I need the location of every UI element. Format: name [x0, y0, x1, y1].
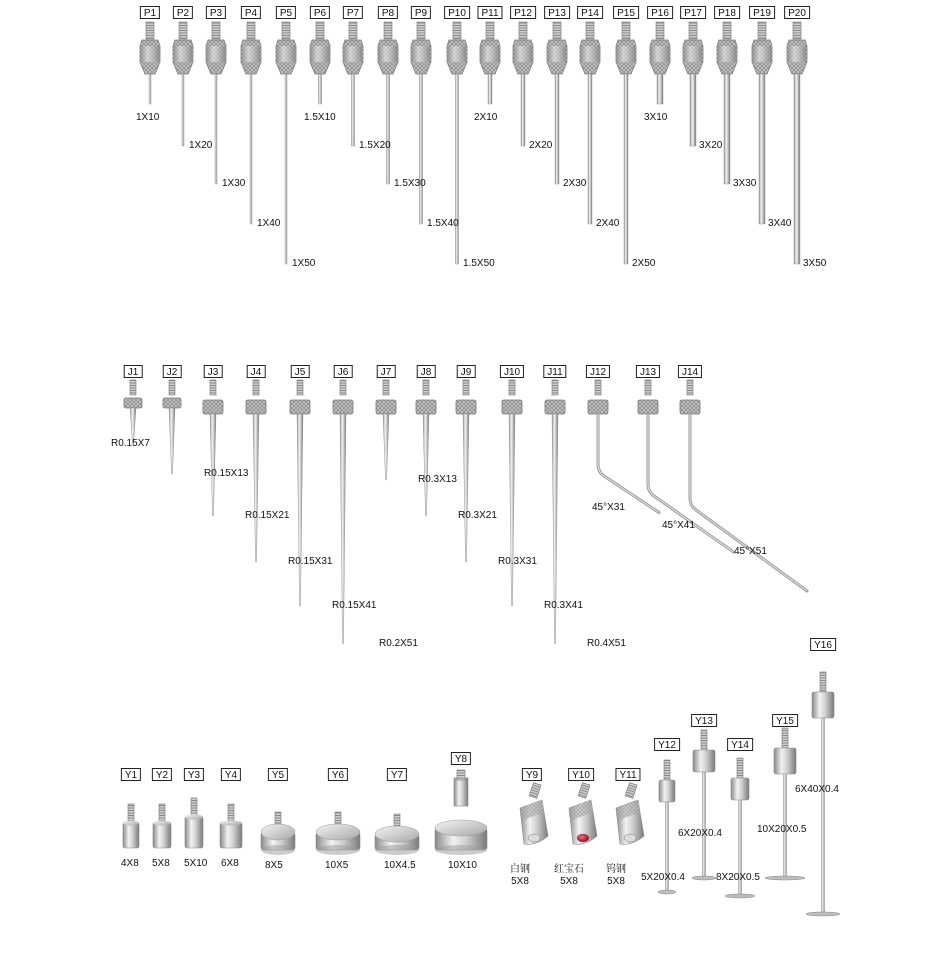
- part-id-tag: J2: [163, 365, 182, 378]
- probe-pin-p8: [378, 22, 398, 184]
- tip-y3: [185, 798, 203, 848]
- part-id-tag: J5: [291, 365, 310, 378]
- size-label: 1.5X10: [304, 112, 336, 123]
- size-label: 1X40: [257, 218, 281, 229]
- part-id-tag: J13: [636, 365, 660, 378]
- size-label: 45°X51: [734, 546, 767, 557]
- size-label: 2X30: [563, 178, 587, 189]
- size-label: R0.3X13: [418, 474, 457, 485]
- size-label: 5X8: [152, 858, 170, 869]
- part-id-tag: Y3: [184, 768, 204, 781]
- part-id-tag: P3: [206, 6, 226, 19]
- part-id-tag: P10: [444, 6, 470, 19]
- size-label: 5X10: [184, 858, 208, 869]
- size-label: [606, 864, 626, 888]
- size-label: 10X5: [325, 860, 349, 871]
- size-label: R0.3X41: [544, 600, 583, 611]
- needle-probe-j2: [163, 380, 181, 474]
- tip-y9: [520, 783, 548, 845]
- part-id-tag: P12: [510, 6, 536, 19]
- tip-y11: [616, 783, 644, 845]
- tip-y13: [692, 730, 716, 880]
- part-id-tag: Y4: [221, 768, 241, 781]
- part-id-tag: J1: [124, 365, 143, 378]
- part-id-tag: P2: [173, 6, 193, 19]
- part-id-tag: Y12: [654, 738, 680, 751]
- size-label: 2X40: [596, 218, 620, 229]
- part-id-tag: J7: [377, 365, 396, 378]
- part-id-tag: J14: [678, 365, 702, 378]
- needle-probe-j4: [246, 380, 266, 562]
- probe-pin-p2: [173, 22, 193, 146]
- size-label: 1X30: [222, 178, 246, 189]
- probe-pin-p16: [650, 22, 670, 104]
- material-label: 红宝石: [554, 864, 584, 875]
- size-label: 1X50: [292, 258, 316, 269]
- size-label: 10X20X0.5: [757, 824, 807, 835]
- size-label: 3X20: [699, 140, 723, 151]
- size-label: 5X8: [511, 876, 529, 887]
- tip-y2: [153, 804, 171, 848]
- probe-pin-p17: [683, 22, 703, 146]
- size-label: R0.15X31: [288, 556, 333, 567]
- part-id-tag: P4: [241, 6, 261, 19]
- part-id-tag: P15: [613, 6, 639, 19]
- size-label: 1X10: [136, 112, 160, 123]
- size-label: R0.2X51: [379, 638, 418, 649]
- size-label: R0.15X13: [204, 468, 249, 479]
- part-id-tag: P19: [749, 6, 775, 19]
- needle-probe-j9: [456, 380, 476, 562]
- part-id-tag: Y9: [522, 768, 542, 781]
- size-label: 5X8: [607, 876, 625, 887]
- size-label: 3X30: [733, 178, 757, 189]
- size-label: R0.3X21: [458, 510, 497, 521]
- part-id-tag: P13: [544, 6, 570, 19]
- part-id-tag: P17: [680, 6, 706, 19]
- needle-probe-j14: [680, 380, 807, 591]
- part-id-tag: Y6: [328, 768, 348, 781]
- size-label: 45°X31: [592, 502, 625, 513]
- tip-y5: [261, 812, 295, 855]
- size-label: 4X8: [121, 858, 139, 869]
- part-id-tag: P18: [714, 6, 740, 19]
- size-label: 1.5X50: [463, 258, 495, 269]
- needle-probe-j8: [416, 380, 436, 516]
- size-label: 1X20: [189, 140, 213, 151]
- part-id-tag: P5: [276, 6, 296, 19]
- probe-pin-p18: [717, 22, 737, 184]
- size-label: 2X50: [632, 258, 656, 269]
- size-label: [510, 864, 530, 888]
- probe-pin-p1: [140, 22, 160, 104]
- part-id-tag: Y15: [772, 714, 798, 727]
- part-id-tag: Y11: [615, 768, 640, 781]
- part-id-tag: Y10: [568, 768, 594, 781]
- tip-y4: [220, 804, 242, 848]
- part-id-tag: P8: [378, 6, 398, 19]
- part-id-tag: J4: [247, 365, 266, 378]
- size-label: 1.5X20: [359, 140, 391, 151]
- size-label: 8X20X0.5: [716, 872, 760, 883]
- part-id-tag: P11: [477, 6, 502, 19]
- part-id-tag: Y16: [810, 638, 836, 651]
- probe-pin-p4: [241, 22, 261, 224]
- part-id-tag: Y14: [727, 738, 753, 751]
- probe-pin-p12: [513, 22, 533, 146]
- probe-pin-p7: [343, 22, 363, 146]
- part-id-tag: J10: [500, 365, 524, 378]
- size-label: 5X8: [560, 876, 578, 887]
- part-id-tag: P1: [140, 6, 160, 19]
- part-id-tag: J6: [334, 365, 353, 378]
- material-label: 白钢: [510, 864, 530, 875]
- part-id-tag: P6: [310, 6, 330, 19]
- tip-y15: [765, 728, 805, 880]
- tip-y6: [316, 812, 360, 855]
- probe-pin-p14: [580, 22, 600, 224]
- size-label: 6X40X0.4: [795, 784, 839, 795]
- size-label: R0.3X31: [498, 556, 537, 567]
- part-id-tag: P20: [784, 6, 810, 19]
- needle-probe-j10: [502, 380, 522, 606]
- size-label: 6X8: [221, 858, 239, 869]
- tip-y10: [569, 783, 597, 845]
- part-id-tag: P16: [647, 6, 673, 19]
- part-id-tag: Y13: [691, 714, 717, 727]
- size-label: 1.5X30: [394, 178, 426, 189]
- needle-probe-j7: [376, 380, 396, 480]
- size-label: [554, 864, 584, 888]
- needle-probe-j1: [124, 380, 142, 444]
- part-id-tag: Y5: [268, 768, 288, 781]
- part-id-tag: P7: [343, 6, 363, 19]
- size-label: 6X20X0.4: [678, 828, 722, 839]
- needle-probe-j3: [203, 380, 223, 516]
- probe-pin-p9: [411, 22, 431, 224]
- material-label: 钨钢: [606, 864, 626, 875]
- tip-y7: [375, 814, 419, 855]
- size-label: 5X20X0.4: [641, 872, 685, 883]
- tip-y1: [123, 804, 139, 848]
- part-id-tag: J11: [543, 365, 566, 378]
- part-id-tag: Y1: [121, 768, 141, 781]
- size-label: R0.15X21: [245, 510, 290, 521]
- size-label: 45°X41: [662, 520, 695, 531]
- size-label: 1.5X40: [427, 218, 459, 229]
- part-id-tag: Y2: [152, 768, 172, 781]
- tip-y8: [435, 770, 487, 855]
- size-label: 8X5: [265, 860, 283, 871]
- size-label: 10X4.5: [384, 860, 416, 871]
- size-label: R0.15X7: [111, 438, 150, 449]
- part-id-tag: P14: [577, 6, 603, 19]
- probe-pin-p3: [206, 22, 226, 184]
- size-label: R0.4X51: [587, 638, 626, 649]
- probe-pin-p11: [480, 22, 500, 104]
- size-label: 3X10: [644, 112, 668, 123]
- part-id-tag: Y8: [451, 752, 471, 765]
- probe-pin-p13: [547, 22, 567, 184]
- part-id-tag: P9: [411, 6, 431, 19]
- size-label: 3X50: [803, 258, 827, 269]
- size-label: R0.15X41: [332, 600, 377, 611]
- probe-pin-p19: [752, 22, 772, 224]
- part-id-tag: J8: [417, 365, 436, 378]
- size-label: 10X10: [448, 860, 477, 871]
- probe-pin-p6: [310, 22, 330, 104]
- part-id-tag: Y7: [387, 768, 407, 781]
- size-label: 3X40: [768, 218, 792, 229]
- size-label: 2X10: [474, 112, 498, 123]
- part-id-tag: J9: [457, 365, 476, 378]
- size-label: 2X20: [529, 140, 553, 151]
- part-id-tag: J3: [204, 365, 223, 378]
- part-id-tag: J12: [586, 365, 610, 378]
- needle-probe-j5: [290, 380, 310, 606]
